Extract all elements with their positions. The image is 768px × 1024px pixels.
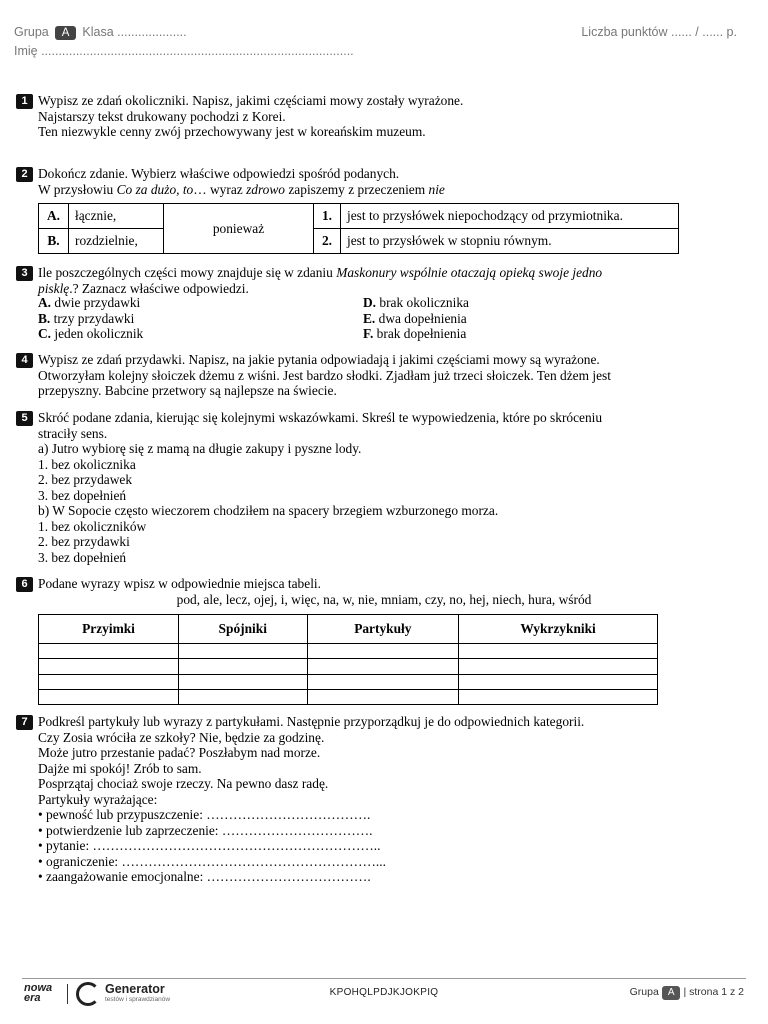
option-2-key[interactable]: 2. <box>314 229 341 254</box>
q3-line: pisklę.? Zaznacz właściwe odpowiedzi. <box>38 280 249 296</box>
q6-word-bank: pod, ale, lecz, ojej, i, więc, na, w, nie, mniam, czy, no, hej, niech, hura, wśród <box>176 592 592 607</box>
q4-line: Wypisz ze zdań przydawki. Napisz, na jakie pytania odpowiadają i jakimi częściami mowy są wyrażone. <box>38 352 600 367</box>
q7-answer-line[interactable]: • potwierdzenie lub zaprzeczenie: ……………………………. <box>38 822 373 838</box>
question-number: 2 <box>16 167 33 182</box>
page-number: | strona 1 z 2 <box>683 986 744 998</box>
q7-line: Posprzątaj chociaż swoje rzeczy. Na pewno dasz radę. <box>38 776 329 791</box>
q7-line: Dajże mi spokój! Zrób to sam. <box>38 760 202 776</box>
q5-line: a) Jutro wybiorę się z mamą na długie zakupy i pyszne lody. <box>38 441 362 456</box>
column-header: Partykuły <box>307 615 459 644</box>
q6-table <box>38 614 658 705</box>
q7-line: Może jutro przestanie padać? Poszłabym nad morze. <box>38 745 321 760</box>
column-header: Spójniki <box>179 615 308 644</box>
footer-divider <box>22 978 746 979</box>
class-label: Klasa .................... <box>82 25 187 39</box>
question-5 <box>16 410 738 565</box>
answer-cell[interactable] <box>459 659 658 674</box>
q5-line: Skróć podane zdania, kierując się kolejnymi wskazówkami. Skreśl te wypowiedzenia, które po skróceniu <box>38 410 603 425</box>
q1-line: Ten niezwykle cenny zwój przechowywany jest w koreańskim muzeum. <box>38 124 426 139</box>
question-number: 6 <box>16 577 33 592</box>
name-label: Imię .......................................................................................... <box>14 44 354 58</box>
question-number: 4 <box>16 353 33 368</box>
option-d[interactable]: D. brak okolicznika <box>363 295 469 310</box>
answer-cell[interactable] <box>459 644 658 659</box>
option-e[interactable]: E. dwa dopełnienia <box>363 310 467 326</box>
answer-cell[interactable] <box>179 659 308 674</box>
test-code: KPOHQLPDJKJOKPIQ <box>329 987 439 998</box>
answer-cell[interactable] <box>307 689 459 704</box>
q6-instruction: Podane wyrazy wpisz w odpowiednie miejsca tabeli. <box>38 576 321 591</box>
answer-cell[interactable] <box>179 674 308 689</box>
q5-line: 3. bez dopełnień <box>38 487 127 503</box>
question-number: 7 <box>16 715 33 730</box>
question-1 <box>16 93 738 140</box>
table-row <box>39 659 658 674</box>
option-a-key[interactable]: A. <box>39 204 69 229</box>
question-number: 5 <box>16 411 33 426</box>
answer-cell[interactable] <box>307 659 459 674</box>
group-label: Grupa <box>14 25 49 39</box>
q1-line: Najstarszy tekst drukowany pochodzi z Korei. <box>38 108 286 124</box>
answer-cell[interactable] <box>39 644 179 659</box>
answer-cell[interactable] <box>459 674 658 689</box>
q5-line: 1. bez okolicznika <box>38 456 136 472</box>
column-header: Wykrzykniki <box>459 615 658 644</box>
q7-answer-line[interactable]: • ograniczenie: …………………………………………………... <box>38 853 386 869</box>
q2-answer-table <box>38 203 679 254</box>
q3-line: Ile poszczególnych części mowy znajduje się w zdaniu Maskonury wspólnie otaczają opieką swoje jedno <box>38 265 603 280</box>
q5-line: 1. bez okoliczników <box>38 518 147 534</box>
q4-line: przepyszny. Babcine przetwory są najlepsze na świecie. <box>38 383 337 398</box>
question-6 <box>16 576 738 592</box>
q7-line: Czy Zosia wróciła ze szkoły? Nie, będzie za godzinę. <box>38 729 325 745</box>
generator-logo-subtitle: testów i sprawdzianów <box>105 996 171 1003</box>
q7-answer-line[interactable]: • pytanie: ……………………………………………………….. <box>38 838 381 853</box>
column-header: Przyimki <box>39 615 179 644</box>
option-b[interactable]: B. trzy przydawki <box>38 310 135 326</box>
question-2 <box>16 166 738 197</box>
table-row <box>39 644 658 659</box>
q5-line: 2. bez przydawki <box>38 534 130 549</box>
answer-cell[interactable] <box>39 689 179 704</box>
nowa-era-logo: nowa era <box>24 982 53 1004</box>
points-label: Liczba punktów ...... / ...... p. <box>581 25 737 39</box>
question-4 <box>16 352 738 399</box>
option-a[interactable]: A. dwie przydawki <box>38 295 141 310</box>
option-a-text[interactable]: łącznie, <box>69 204 164 229</box>
q5-line: straciły sens. <box>38 425 108 441</box>
question-number: 1 <box>16 94 33 109</box>
q7-line: Podkreśl partykuły lub wyrazy z partykułami. Następnie przyporządkuj je do odpowiednich kategorii. <box>38 714 585 729</box>
question-number: 3 <box>16 266 33 281</box>
option-1-key[interactable]: 1. <box>314 204 341 229</box>
option-c[interactable]: C. jeden okolicznik <box>38 326 144 342</box>
question-3 <box>16 265 738 296</box>
q4-line: Otworzyłam kolejny słoiczek dżemu z wiśni. Jest bardzo słodki. Zjadłam już trzeci słoiczek. Ten dżem jest <box>38 367 611 383</box>
generator-logo-text: Generator <box>105 982 165 996</box>
option-b-text[interactable]: rozdzielnie, <box>69 229 164 254</box>
q1-line: Wypisz ze zdań okoliczniki. Napisz, jakimi częściami mowy zostały wyrażone. <box>38 93 464 108</box>
answer-cell[interactable] <box>39 674 179 689</box>
option-1-text[interactable]: jest to przysłówek niepochodzący od przymiotnika. <box>341 204 679 229</box>
q7-answer-line[interactable]: • zaangażowanie emocjonalne: ………………………………. <box>38 869 371 884</box>
question-7 <box>16 714 738 885</box>
footer-group-badge: A <box>662 986 681 1000</box>
connector-word: ponieważ <box>164 204 314 254</box>
option-f[interactable]: F. brak dopełnienia <box>363 326 467 342</box>
option-b-key[interactable]: B. <box>39 229 69 254</box>
header-group-row <box>14 25 187 40</box>
answer-cell[interactable] <box>179 644 308 659</box>
table-row <box>39 689 658 704</box>
q5-line: b) W Sopocie często wieczorem chodziłem na spacery brzegiem wzburzonego morza. <box>38 503 499 518</box>
answer-cell[interactable] <box>179 689 308 704</box>
answer-cell[interactable] <box>39 659 179 674</box>
footer-group-label: Grupa <box>629 986 659 998</box>
q2-instruction: Dokończ zdanie. Wybierz właściwe odpowiedzi spośród podanych. <box>38 166 400 181</box>
q2-sentence: W przysłowiu Co za dużo, to… wyraz zdrowo zapiszemy z przeczeniem nie <box>38 181 445 197</box>
q7-answer-line[interactable]: • pewność lub przypuszczenie: ………………………………. <box>38 807 371 822</box>
answer-cell[interactable] <box>459 689 658 704</box>
answer-cell[interactable] <box>307 644 459 659</box>
option-2-text[interactable]: jest to przysłówek w stopniu równym. <box>341 229 679 254</box>
q5-line: 3. bez dopełnień <box>38 549 127 565</box>
group-badge: A <box>55 26 77 40</box>
table-row <box>39 674 658 689</box>
answer-cell[interactable] <box>307 674 459 689</box>
q7-line: Partykuły wyrażające: <box>38 791 158 807</box>
q5-line: 2. bez przydawek <box>38 472 133 487</box>
page-indicator <box>630 986 744 1000</box>
